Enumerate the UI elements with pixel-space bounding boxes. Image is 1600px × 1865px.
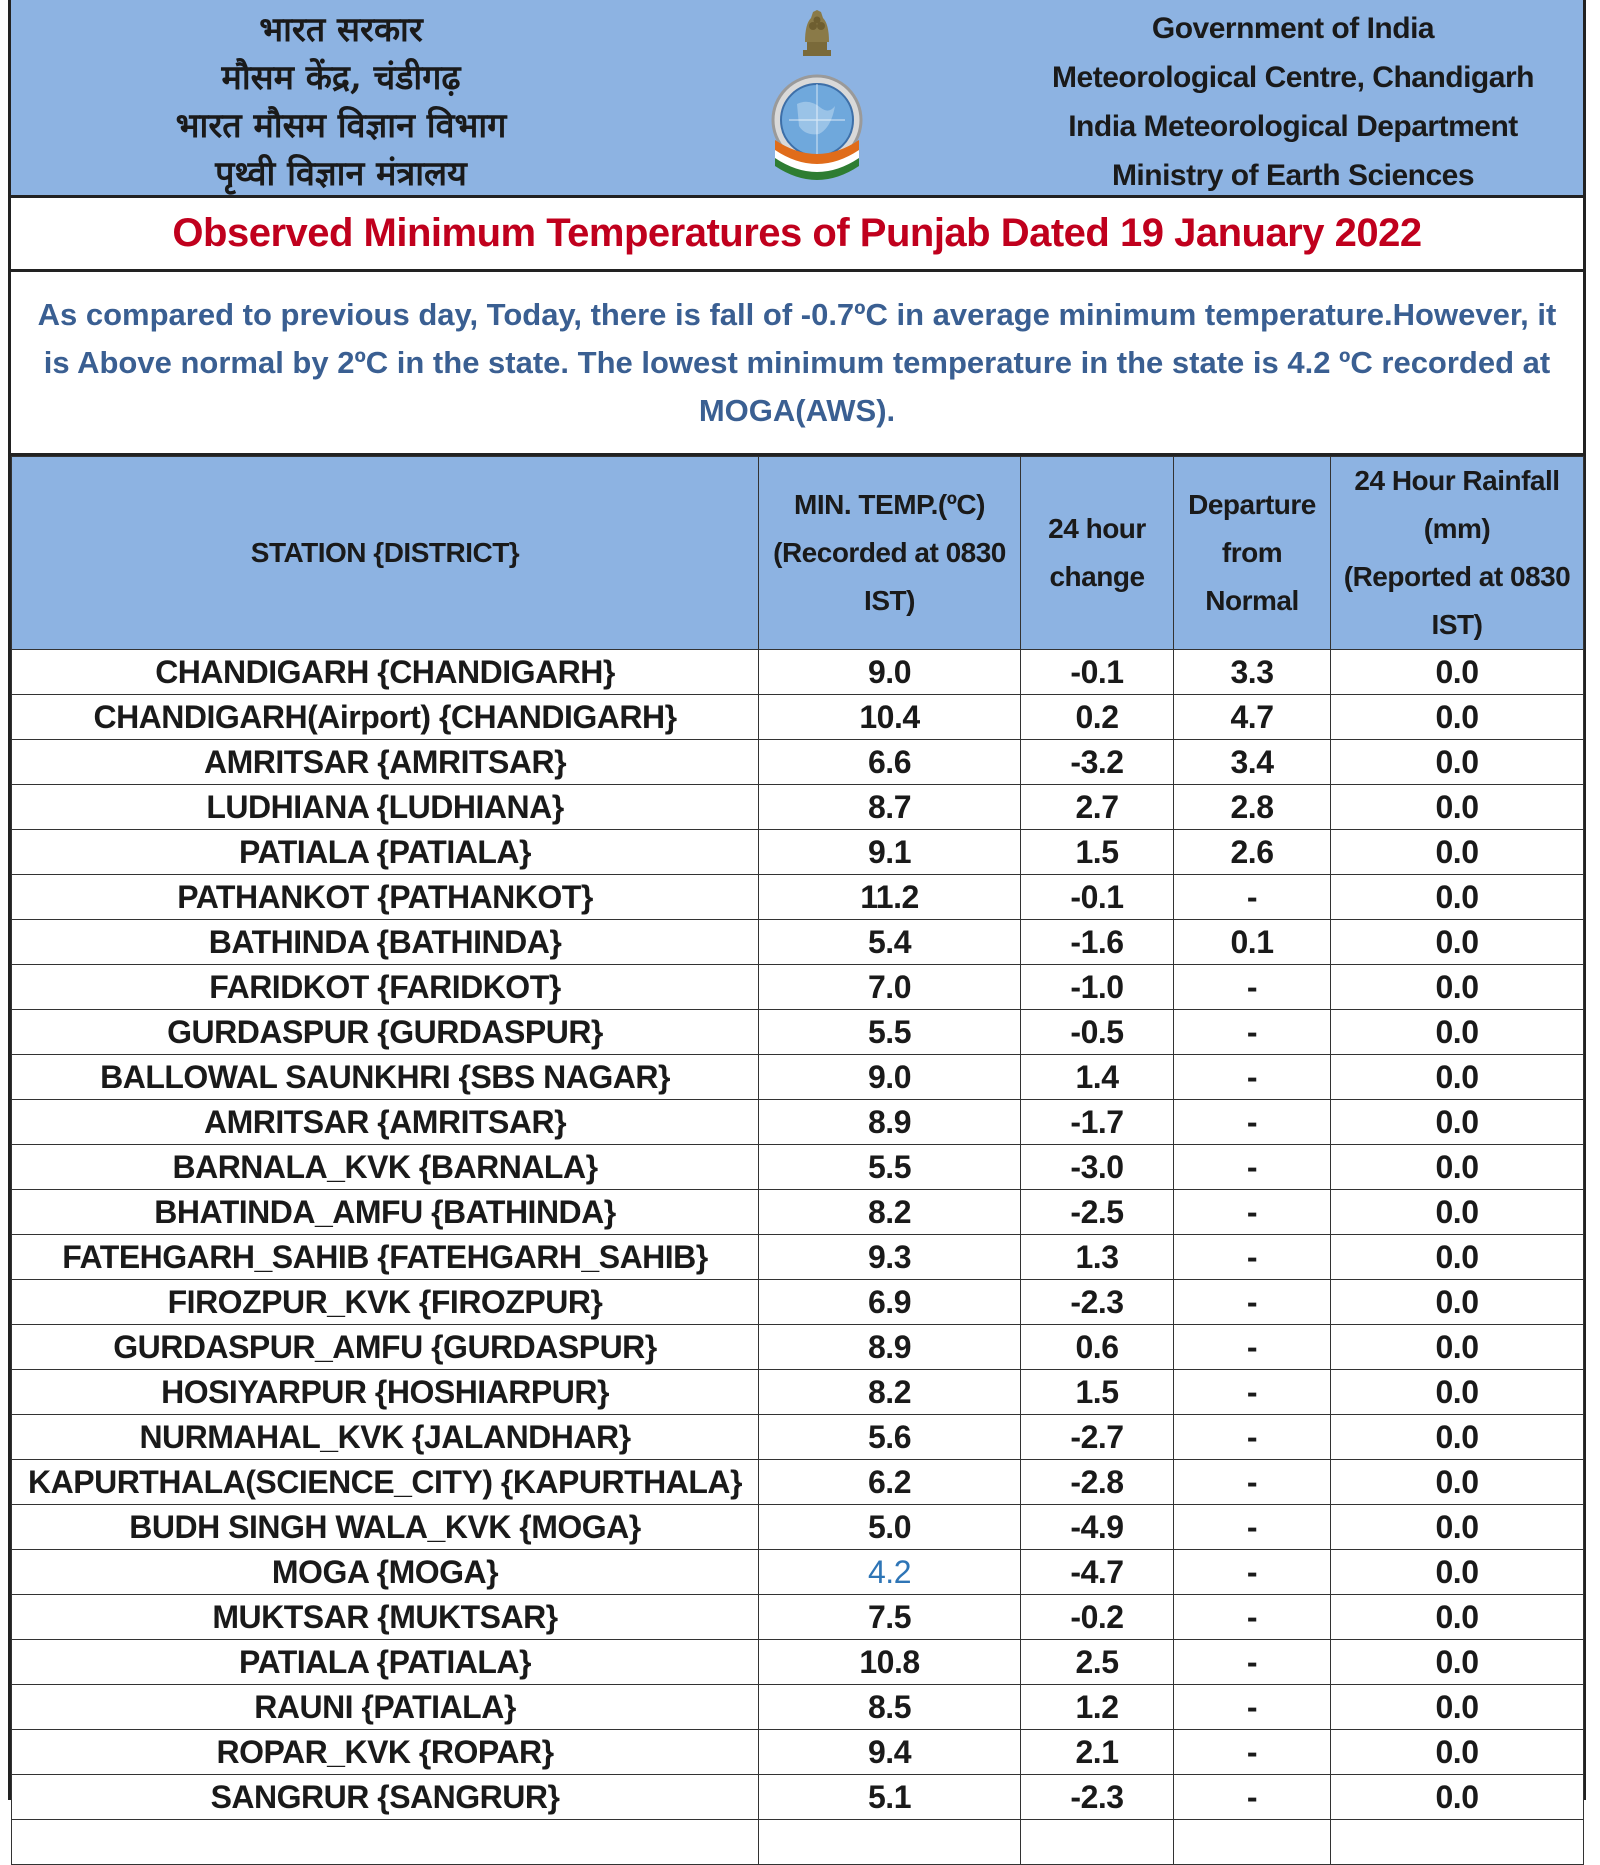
min-temp-cell: 7.5: [759, 1595, 1021, 1640]
english-org-block: [1033, 4, 1553, 200]
departure-cell: -: [1174, 1145, 1331, 1190]
departure-cell: -: [1174, 1460, 1331, 1505]
rainfall-cell: 0.0: [1331, 830, 1584, 875]
min-temp-cell: 8.9: [759, 1100, 1021, 1145]
departure-cell: 3.3: [1174, 650, 1331, 695]
empty-cell: [759, 1820, 1021, 1865]
table-row: [12, 1550, 1584, 1595]
station-cell: SANGRUR {SANGRUR}: [12, 1775, 759, 1820]
table-row: [12, 1100, 1584, 1145]
station-cell: BUDH SINGH WALA_KVK {MOGA}: [12, 1505, 759, 1550]
rainfall-cell: 0.0: [1331, 920, 1584, 965]
station-cell: LUDHIANA {LUDHIANA}: [12, 785, 759, 830]
departure-cell: 3.4: [1174, 740, 1331, 785]
min-temp-cell: 10.4: [759, 695, 1021, 740]
departure-cell: -: [1174, 1775, 1331, 1820]
empty-cell: [1174, 1820, 1331, 1865]
rainfall-cell: 0.0: [1331, 1280, 1584, 1325]
departure-cell: -: [1174, 1550, 1331, 1595]
rainfall-cell: 0.0: [1331, 650, 1584, 695]
rainfall-cell: 0.0: [1331, 1370, 1584, 1415]
table-body: [12, 650, 1584, 1865]
rainfall-cell: 0.0: [1331, 1730, 1584, 1775]
change-cell: 2.5: [1021, 1640, 1174, 1685]
station-cell: BARNALA_KVK {BARNALA}: [12, 1145, 759, 1190]
min-temp-cell: 5.0: [759, 1505, 1021, 1550]
empty-cell: [1331, 1820, 1584, 1865]
station-cell: NURMAHAL_KVK {JALANDHAR}: [12, 1415, 759, 1460]
rainfall-cell: 0.0: [1331, 875, 1584, 920]
departure-cell: -: [1174, 1415, 1331, 1460]
departure-cell: -: [1174, 1055, 1331, 1100]
table-row: [12, 1775, 1584, 1820]
rainfall-cell: 0.0: [1331, 1235, 1584, 1280]
min-temp-column-header: MIN. TEMP.(ºC) (Recorded at 0830 IST): [759, 457, 1021, 650]
min-temp-cell: 4.2: [759, 1550, 1021, 1595]
change-cell: 2.1: [1021, 1730, 1174, 1775]
rainfall-column-header: 24 Hour Rainfall (mm) (Reported at 0830 IST): [1331, 457, 1584, 650]
hindi-org-block: [81, 6, 601, 198]
rainfall-cell: 0.0: [1331, 1010, 1584, 1055]
min-temp-cell: 9.0: [759, 650, 1021, 695]
min-temp-cell: 9.3: [759, 1235, 1021, 1280]
min-temp-cell: 8.2: [759, 1190, 1021, 1235]
departure-cell: -: [1174, 965, 1331, 1010]
change-cell: 1.5: [1021, 1370, 1174, 1415]
station-cell: BALLOWAL SAUNKHRI {SBS NAGAR}: [12, 1055, 759, 1100]
station-cell: MUKTSAR {MUKTSAR}: [12, 1595, 759, 1640]
hindi-line: मौसम केंद्र, चंडीगढ़: [221, 58, 461, 98]
min-temp-cell: 5.5: [759, 1010, 1021, 1055]
departure-cell: -: [1174, 1730, 1331, 1775]
change-cell: -1.0: [1021, 965, 1174, 1010]
station-cell: PATIALA {PATIALA}: [12, 1640, 759, 1685]
change-cell: -3.2: [1021, 740, 1174, 785]
station-cell: AMRITSAR {AMRITSAR}: [12, 1100, 759, 1145]
station-cell: PATHANKOT {PATHANKOT}: [12, 875, 759, 920]
departure-cell: -: [1174, 1100, 1331, 1145]
station-cell: CHANDIGARH {CHANDIGARH}: [12, 650, 759, 695]
table-row: [12, 740, 1584, 785]
rainfall-cell: 0.0: [1331, 1415, 1584, 1460]
rainfall-cell: 0.0: [1331, 740, 1584, 785]
change-cell: -0.1: [1021, 875, 1174, 920]
station-cell: HOSIYARPUR {HOSHIARPUR}: [12, 1370, 759, 1415]
departure-cell: 4.7: [1174, 695, 1331, 740]
table-row: [12, 1325, 1584, 1370]
hindi-line: भारत सरकार: [259, 10, 423, 50]
station-cell: GURDASPUR_AMFU {GURDASPUR}: [12, 1325, 759, 1370]
change-cell: -0.1: [1021, 650, 1174, 695]
english-line: Meteorological Centre, Chandigarh: [1052, 61, 1534, 94]
rainfall-cell: 0.0: [1331, 1685, 1584, 1730]
departure-cell: -: [1174, 1505, 1331, 1550]
table-row: [12, 1460, 1584, 1505]
change-cell: -1.7: [1021, 1100, 1174, 1145]
rainfall-cell: 0.0: [1331, 695, 1584, 740]
min-temp-cell: 6.6: [759, 740, 1021, 785]
min-temp-cell: 10.8: [759, 1640, 1021, 1685]
table-row: [12, 1370, 1584, 1415]
imd-emblem-icon: [769, 8, 865, 194]
report-sheet: [8, 0, 1586, 1815]
min-temp-cell: 8.2: [759, 1370, 1021, 1415]
departure-cell: -: [1174, 1325, 1331, 1370]
english-line: India Meteorological Department: [1068, 110, 1518, 143]
change-cell: -0.2: [1021, 1595, 1174, 1640]
change-cell: 1.3: [1021, 1235, 1174, 1280]
min-temp-cell: 9.0: [759, 1055, 1021, 1100]
min-temp-cell: 5.6: [759, 1415, 1021, 1460]
change-cell: -2.8: [1021, 1460, 1174, 1505]
station-cell: PATIALA {PATIALA}: [12, 830, 759, 875]
table-row: [12, 1730, 1584, 1775]
station-cell: FIROZPUR_KVK {FIROZPUR}: [12, 1280, 759, 1325]
empty-cell: [1021, 1820, 1174, 1865]
table-row: [12, 830, 1584, 875]
min-temp-cell: 5.4: [759, 920, 1021, 965]
departure-cell: -: [1174, 875, 1331, 920]
departure-cell: -: [1174, 1685, 1331, 1730]
min-temp-cell: 7.0: [759, 965, 1021, 1010]
temperature-table: [11, 456, 1584, 1865]
change-cell: -0.5: [1021, 1010, 1174, 1055]
change-cell: -3.0: [1021, 1145, 1174, 1190]
departure-cell: 2.8: [1174, 785, 1331, 830]
departure-cell: -: [1174, 1235, 1331, 1280]
rainfall-cell: 0.0: [1331, 1055, 1584, 1100]
rainfall-cell: 0.0: [1331, 1460, 1584, 1505]
change-cell: -2.5: [1021, 1190, 1174, 1235]
rainfall-cell: 0.0: [1331, 1550, 1584, 1595]
departure-cell: -: [1174, 1190, 1331, 1235]
rainfall-cell: 0.0: [1331, 785, 1584, 830]
summary-row: [11, 272, 1583, 456]
station-cell: FATEHGARH_SAHIB {FATEHGARH_SAHIB}: [12, 1235, 759, 1280]
change-cell: -4.9: [1021, 1505, 1174, 1550]
min-temp-cell: 8.9: [759, 1325, 1021, 1370]
station-cell: GURDASPUR {GURDASPUR}: [12, 1010, 759, 1055]
english-line: Government of India: [1151, 12, 1435, 45]
min-temp-cell: 9.4: [759, 1730, 1021, 1775]
departure-cell: 2.6: [1174, 830, 1331, 875]
departure-cell: -: [1174, 1640, 1331, 1685]
departure-cell: -: [1174, 1595, 1331, 1640]
english-line: Ministry of Earth Sciences: [1111, 159, 1475, 192]
station-column-header: STATION {DISTRICT}: [12, 457, 759, 650]
table-row: [12, 920, 1584, 965]
change-cell: 1.5: [1021, 830, 1174, 875]
rainfall-cell: 0.0: [1331, 1190, 1584, 1235]
change-cell: -1.6: [1021, 920, 1174, 965]
min-temp-cell: 6.9: [759, 1280, 1021, 1325]
change-cell: -4.7: [1021, 1550, 1174, 1595]
table-row: [12, 1280, 1584, 1325]
min-temp-cell: 5.1: [759, 1775, 1021, 1820]
title-row: [11, 198, 1583, 272]
rainfall-cell: 0.0: [1331, 1775, 1584, 1820]
table-row: [12, 1190, 1584, 1235]
table-row: [12, 650, 1584, 695]
departure-cell: 0.1: [1174, 920, 1331, 965]
change-cell: -2.3: [1021, 1775, 1174, 1820]
table-row: [12, 875, 1584, 920]
change-cell: 0.2: [1021, 695, 1174, 740]
change-cell: 1.4: [1021, 1055, 1174, 1100]
report-title: Observed Minimum Temperatures of Punjab Dated 19 January 2022: [172, 211, 1422, 255]
hindi-line: भारत मौसम विज्ञान विभाग: [175, 106, 507, 146]
table-row: [12, 1595, 1584, 1640]
departure-cell: -: [1174, 1370, 1331, 1415]
rainfall-cell: 0.0: [1331, 1505, 1584, 1550]
change-cell: 1.2: [1021, 1685, 1174, 1730]
min-temp-cell: 8.5: [759, 1685, 1021, 1730]
change-cell: -2.3: [1021, 1280, 1174, 1325]
table-header-row: [12, 457, 1584, 650]
change-cell: 0.6: [1021, 1325, 1174, 1370]
table-row: [12, 1235, 1584, 1280]
min-temp-cell: 11.2: [759, 875, 1021, 920]
table-row: [12, 1640, 1584, 1685]
change-cell: 2.7: [1021, 785, 1174, 830]
summary-text: As compared to previous day, Today, there is fall of -0.7ºC in average minimum temperature.However, it is Above normal by 2ºC in the state. The lowest minimum temperature in the state is 4.2 ºC recorded at MOGA(AWS).: [37, 296, 1557, 428]
table-row: [12, 1145, 1584, 1190]
station-cell: AMRITSAR {AMRITSAR}: [12, 740, 759, 785]
table-row: [12, 965, 1584, 1010]
rainfall-cell: 0.0: [1331, 1100, 1584, 1145]
departure-cell: -: [1174, 1280, 1331, 1325]
change-column-header: 24 hour change: [1021, 457, 1174, 650]
table-row: [12, 695, 1584, 740]
table-row: [12, 1685, 1584, 1730]
rainfall-cell: 0.0: [1331, 1595, 1584, 1640]
station-cell: RAUNI {PATIALA}: [12, 1685, 759, 1730]
departure-cell: -: [1174, 1010, 1331, 1055]
station-cell: FARIDKOT {FARIDKOT}: [12, 965, 759, 1010]
table-row: [12, 1505, 1584, 1550]
table-row: [12, 1055, 1584, 1100]
min-temp-cell: 8.7: [759, 785, 1021, 830]
min-temp-cell: 9.1: [759, 830, 1021, 875]
min-temp-cell: 5.5: [759, 1145, 1021, 1190]
hindi-line: पृथ्वी विज्ञान मंत्रालय: [215, 154, 467, 194]
station-cell: ROPAR_KVK {ROPAR}: [12, 1730, 759, 1775]
rainfall-cell: 0.0: [1331, 1325, 1584, 1370]
station-cell: MOGA {MOGA}: [12, 1550, 759, 1595]
table-row: [12, 1415, 1584, 1460]
departure-column-header: Departure from Normal: [1174, 457, 1331, 650]
station-cell: BHATINDA_AMFU {BATHINDA}: [12, 1190, 759, 1235]
empty-row: [12, 1820, 1584, 1865]
header-band: [11, 0, 1583, 198]
station-cell: KAPURTHALA(SCIENCE_CITY) {KAPURTHALA}: [12, 1460, 759, 1505]
station-cell: CHANDIGARH(Airport) {CHANDIGARH}: [12, 695, 759, 740]
rainfall-cell: 0.0: [1331, 1145, 1584, 1190]
station-cell: BATHINDA {BATHINDA}: [12, 920, 759, 965]
table-row: [12, 785, 1584, 830]
rainfall-cell: 0.0: [1331, 965, 1584, 1010]
empty-cell: [12, 1820, 759, 1865]
min-temp-cell: 6.2: [759, 1460, 1021, 1505]
change-cell: -2.7: [1021, 1415, 1174, 1460]
table-row: [12, 1010, 1584, 1055]
rainfall-cell: 0.0: [1331, 1640, 1584, 1685]
